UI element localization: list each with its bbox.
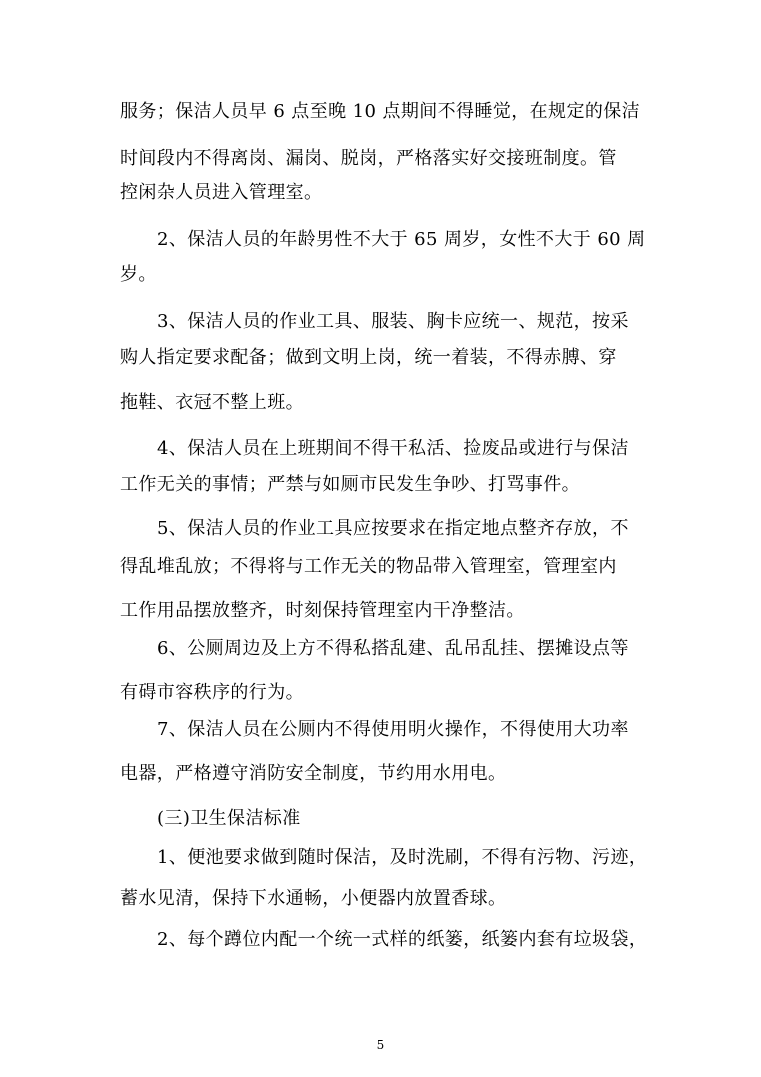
text-line-1: 服务；保洁人员早 6 点至晚 10 点期间不得睡觉，在规定的保洁 xyxy=(120,101,641,122)
text-line-7: 购人指定要求配备；做到文明上岗，统一着装，不得赤膊、穿 xyxy=(120,347,617,368)
text-line-16: 7、保洁人员在公厕内不得使用明火操作，不得使用大功率 xyxy=(157,719,629,740)
text-line-11: 5、保洁人员的作业工具应按要求在指定地点整齐存放，不 xyxy=(157,518,629,539)
text-line-20: 蓄水见清，保持下水通畅，小便器内放置香球。 xyxy=(120,888,507,909)
text-line-5: 岁。 xyxy=(120,264,157,285)
text-line-6: 3、保洁人员的作业工具、服装、胸卡应统一、规范，按采 xyxy=(157,311,629,332)
text-line-17: 电器，严格遵守消防安全制度，节约用水用电。 xyxy=(120,763,507,784)
text-line-13: 工作用品摆放整齐，时刻保持管理室内干净整洁。 xyxy=(120,600,525,621)
text-line-9: 4、保洁人员在上班期间不得干私活、捡废品或进行与保洁 xyxy=(157,438,629,459)
text-line-21: 2、每个蹲位内配一个统一式样的纸篓，纸篓内套有垃圾袋， xyxy=(157,929,648,950)
page-number: 5 xyxy=(376,1038,385,1052)
text-line-12: 得乱堆乱放；不得将与工作无关的物品带入管理室，管理室内 xyxy=(120,556,617,577)
text-line-4: 2、保洁人员的年龄男性不大于 65 周岁，女性不大于 60 周 xyxy=(157,229,646,250)
text-line-14: 6、公厕周边及上方不得私搭乱建、乱吊乱挂、摆摊设点等 xyxy=(157,638,629,659)
text-line-15: 有碍市容秩序的行为。 xyxy=(120,682,304,703)
section-heading: (三)卫生保洁标准 xyxy=(157,808,301,829)
text-line-3: 控闲杂人员进入管理室。 xyxy=(120,182,323,203)
text-line-19: 1、便池要求做到随时保洁，及时洗刷，不得有污物、污迹， xyxy=(157,847,648,868)
text-line-8: 拖鞋、衣冠不整上班。 xyxy=(120,392,304,413)
text-line-2: 时间段内不得离岗、漏岗、脱岗，严格落实好交接班制度。管 xyxy=(120,148,617,169)
text-line-10: 工作无关的事情；严禁与如厕市民发生争吵、打骂事件。 xyxy=(120,474,580,495)
